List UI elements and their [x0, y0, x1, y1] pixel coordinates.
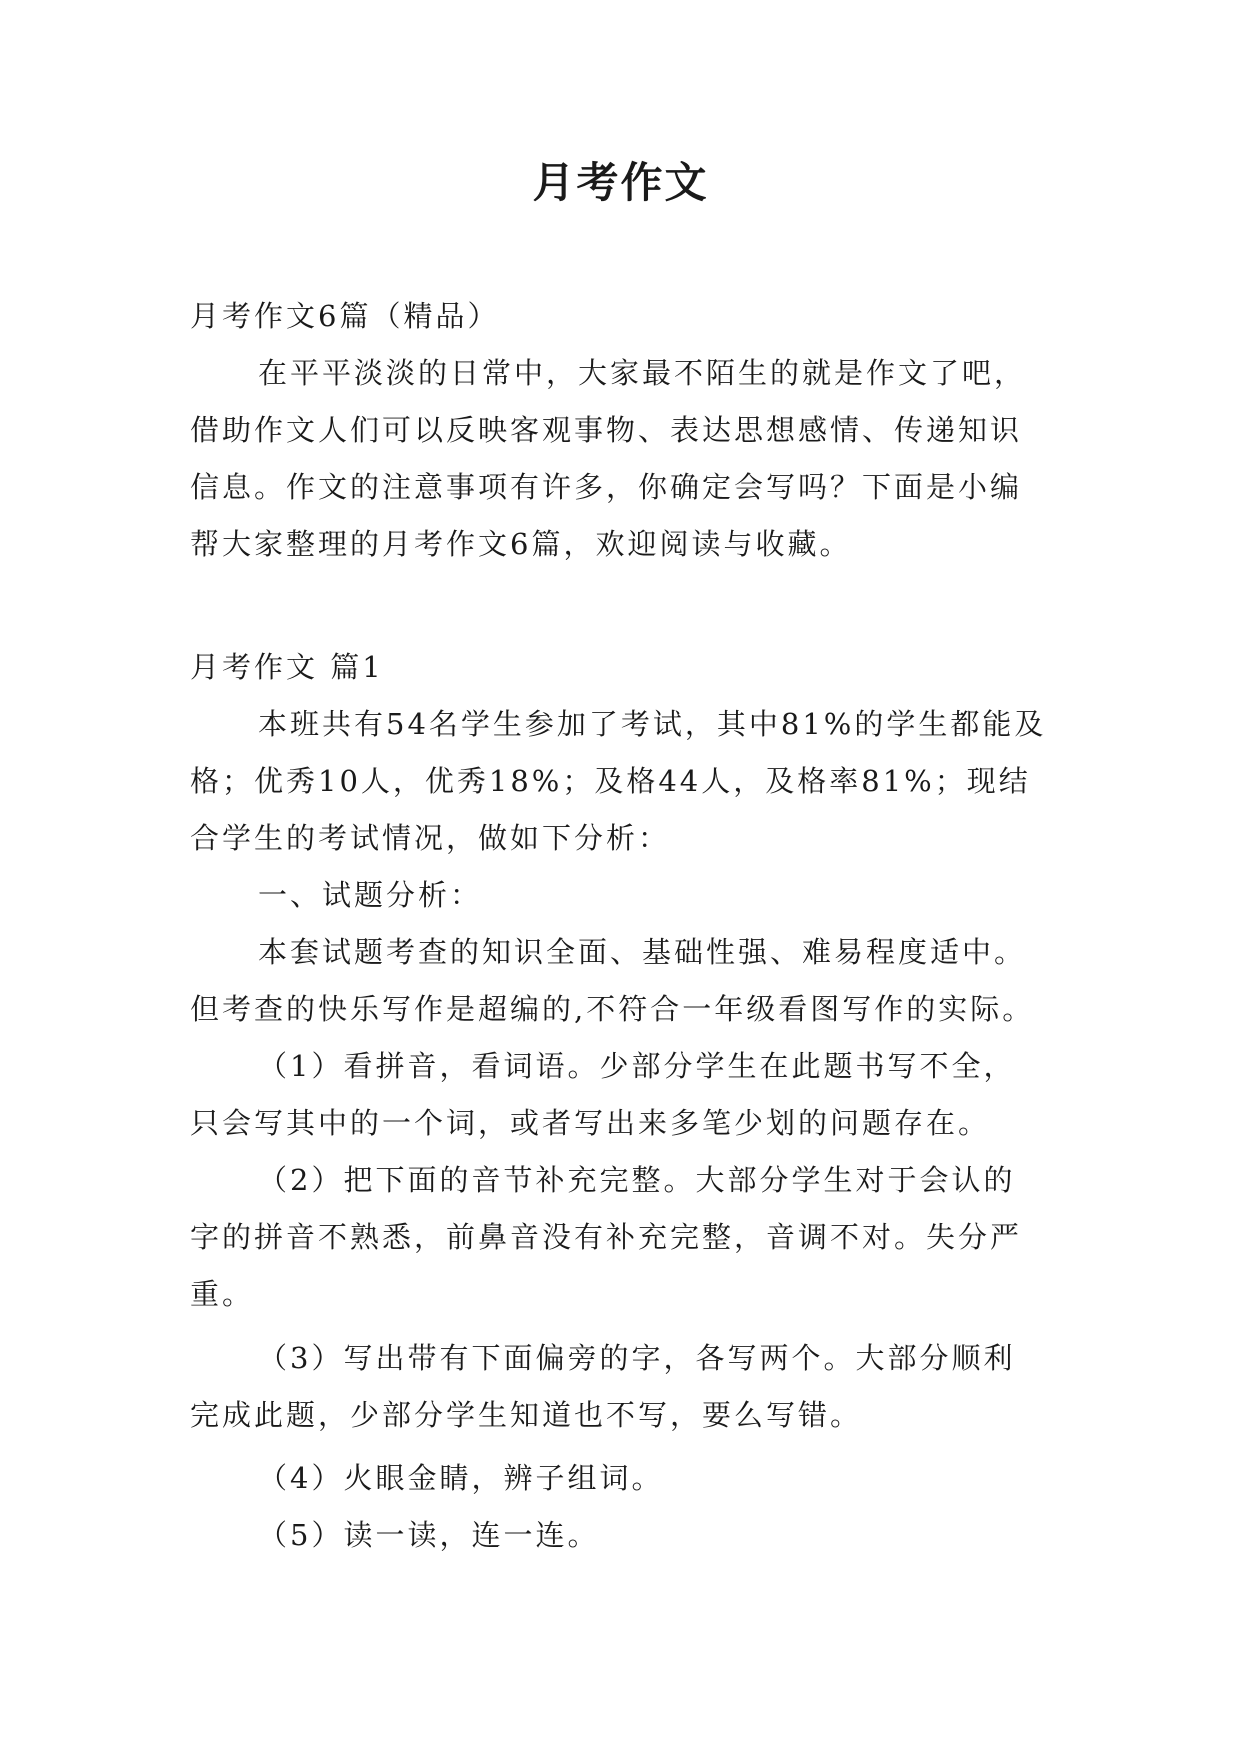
paragraph-line: 只会写其中的一个词，或者写出来多笔少划的问题存在。	[190, 1106, 991, 1140]
paragraph-line: 信息。作文的注意事项有许多，你确定会写吗？下面是小编	[190, 470, 1023, 504]
document-title: 月考作文	[532, 158, 709, 207]
paragraph-line: 但考查的快乐写作是超编的,不符合一年级看图写作的实际。	[190, 992, 1035, 1026]
paragraph-line: 合学生的考试情况，做如下分析：	[190, 821, 671, 855]
paragraph-line: 借助作文人们可以反映客观事物、表达思想感情、传递知识	[190, 413, 1023, 447]
paragraph-line: （2）把下面的音节补充完整。大部分学生对于会认的	[258, 1163, 1016, 1197]
paragraph-line: （3）写出带有下面偏旁的字，各写两个。大部分顺利	[258, 1341, 1016, 1375]
paragraph-line: （1）看拼音，看词语。少部分学生在此题书写不全，	[258, 1049, 1016, 1083]
paragraph-line: 完成此题，少部分学生知道也不写，要么写错。	[190, 1398, 863, 1432]
paragraph-line: 本套试题考查的知识全面、基础性强、难易程度适中。	[258, 935, 1027, 969]
paragraph-line: 一、试题分析：	[258, 878, 483, 912]
paragraph-line: 格；优秀10人，优秀18%；及格44人，及格率81%；现结	[190, 764, 1031, 798]
paragraph-line: （4）火眼金睛，辨子组词。	[258, 1461, 664, 1495]
subtitle: 月考作文6篇（精品）	[190, 299, 500, 333]
paragraph-line: 在平平淡淡的日常中，大家最不陌生的就是作文了吧，	[258, 356, 1027, 390]
paragraph-line: 字的拼音不熟悉，前鼻音没有补充完整，音调不对。失分严	[190, 1220, 1023, 1254]
paragraph-line: （5）读一读，连一连。	[258, 1518, 600, 1552]
section-heading: 月考作文 篇1	[190, 650, 384, 684]
paragraph-line: 本班共有54名学生参加了考试，其中81%的学生都能及	[258, 707, 1047, 741]
paragraph-line: 重。	[190, 1277, 255, 1311]
paragraph-line: 帮大家整理的月考作文6篇，欢迎阅读与收藏。	[190, 527, 852, 561]
